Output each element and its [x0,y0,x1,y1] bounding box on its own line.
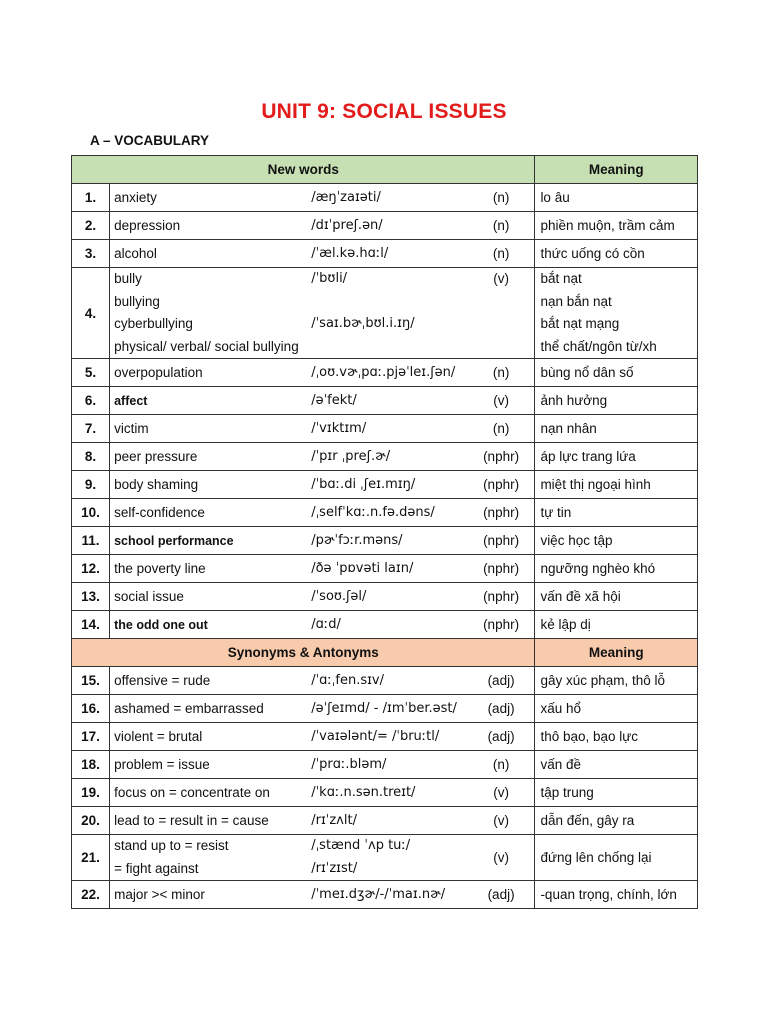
ipa-cell: /ˌselfˈkɑː.n.fə.dəns/ [306,499,468,527]
row-number: 6. [72,387,110,415]
meaning-cell: -quan trọng, chính, lớn [535,881,698,909]
row-number: 7. [72,415,110,443]
word-cell: school performance [110,527,307,555]
table-row [72,240,698,268]
part-of-speech: (adj) [468,667,535,695]
part-of-speech: (v) [468,779,535,807]
ipa-cell: /ˈbɑː.di ˌʃeɪ.mɪŋ/ [306,471,468,499]
meaning-cell [535,268,698,359]
ipa-cell: /ˈvaɪələnt/= /ˈbruːtl/ [306,723,468,751]
row-number: 3. [72,240,110,268]
meaning-cell: lo âu [535,184,698,212]
table-row [72,471,698,499]
meaning-cell: bùng nổ dân số [535,359,698,387]
table-row [72,667,698,695]
meaning-cell: đứng lên chống lại [535,835,698,881]
table-row [72,359,698,387]
part-of-speech: (n) [468,184,535,212]
part-of-speech: (n) [468,212,535,240]
table-row [72,555,698,583]
row-number: 22. [72,881,110,909]
part-of-speech: (adj) [468,723,535,751]
word-cell: the odd one out [110,611,307,639]
table-row [72,723,698,751]
word-line: physical/ verbal/ social bullying [114,338,299,354]
word-cell: peer pressure [110,443,307,471]
word-line: stand up to = resist [114,838,229,853]
table-row [72,499,698,527]
ipa-cell: /pɚˈfɔːr.məns/ [306,527,468,555]
part-of-speech: (nphr) [468,555,535,583]
meaning-cell: thô bạo, bạo lực [535,723,698,751]
ipa-cell: /ˈmeɪ.dʒɚ/-/ˈmaɪ.nɚ/ [306,881,468,909]
part-of-speech: (nphr) [468,443,535,471]
part-of-speech: (n) [468,415,535,443]
ipa-line: /ˈsaɪ.bɚˌbʊl.i.ɪŋ/ [311,316,415,331]
section-heading: A – VOCABULARY [90,133,210,148]
word-cell: ashamed = embarrassed [110,695,307,723]
row-number: 2. [72,212,110,240]
word-cell: the poverty line [110,555,307,583]
meaning-cell: vấn đề xã hội [535,583,698,611]
row-number: 13. [72,583,110,611]
meaning-cell: miệt thị ngoại hình [535,471,698,499]
meaning-line: nạn bắn nạt [540,293,612,309]
row-number: 5. [72,359,110,387]
ipa-cell: /dɪˈpreʃ.ən/ [306,212,468,240]
ipa-cell: /ˈvɪktɪm/ [306,415,468,443]
word-cell: violent = brutal [110,723,307,751]
meaning-cell: nạn nhân [535,415,698,443]
row-number: 17. [72,723,110,751]
word-cell: major >< minor [110,881,307,909]
table-row [72,212,698,240]
word-cell [110,835,307,881]
ipa-cell: /ðə ˈpɒvəti laɪn/ [306,555,468,583]
part-of-speech: (nphr) [468,583,535,611]
meaning-cell: tự tin [535,499,698,527]
ipa-cell: /ˈprɑː.bləm/ [306,751,468,779]
ipa-cell: /əˈfekt/ [306,387,468,415]
table-row [72,881,698,909]
ipa-cell: /ˈpɪr ˌpreʃ.ɚ/ [306,443,468,471]
row-number: 21. [72,835,110,881]
row-number: 8. [72,443,110,471]
meaning-cell: xấu hổ [535,695,698,723]
table-row [72,835,698,881]
meaning-cell: việc học tập [535,527,698,555]
meaning-cell: vấn đề [535,751,698,779]
meaning-line: bắt nạt [540,271,582,286]
word-cell: lead to = result in = cause [110,807,307,835]
part-of-speech: (adj) [468,695,535,723]
table-row [72,184,698,212]
meaning-cell: ảnh hưởng [535,387,698,415]
part-of-speech: (nphr) [468,527,535,555]
row-number: 10. [72,499,110,527]
ipa-cell: /ˌoʊ.vɚˌpɑː.pjəˈleɪ.ʃən/ [306,359,468,387]
meaning-cell: gây xúc phạm, thô lỗ [535,667,698,695]
ipa-cell: /rɪˈzʌlt/ [306,807,468,835]
meaning-cell: dẫn đến, gây ra [535,807,698,835]
table-row [72,527,698,555]
ipa-cell: /ˈkɑː.n.sən.treɪt/ [306,779,468,807]
part-of-speech: (nphr) [468,611,535,639]
table-row [72,268,698,359]
table-header-new-words [72,156,698,184]
table-header-synonyms [72,639,698,667]
word-cell: depression [110,212,307,240]
ipa-cell: /ˈsoʊ.ʃəl/ [306,583,468,611]
ipa-cell: /ˈɑːˌfen.sɪv/ [306,667,468,695]
row-number: 19. [72,779,110,807]
header-meaning: Meaning [535,156,698,184]
word-cell: victim [110,415,307,443]
ipa-line: /ˈbʊli/ [311,271,348,286]
meaning-cell: tập trung [535,779,698,807]
part-of-speech: (adj) [468,881,535,909]
header-meaning: Meaning [535,639,698,667]
part-of-speech: (nphr) [468,499,535,527]
table-row [72,387,698,415]
word-line: cyberbullying [114,316,193,331]
table-row [72,611,698,639]
meaning-line: bắt nạt mạng [540,316,620,331]
word-cell: offensive = rude [110,667,307,695]
word-cell: alcohol [110,240,307,268]
part-of-speech: (nphr) [468,471,535,499]
table-row [72,807,698,835]
header-new-words: New words [72,156,535,184]
table-row [72,443,698,471]
table-row [72,751,698,779]
ipa-cell [306,835,468,881]
word-cell: anxiety [110,184,307,212]
word-cell: affect [110,387,307,415]
part-of-speech: (v) [468,268,535,359]
part-of-speech: (n) [468,240,535,268]
vocabulary-table [71,155,698,909]
word-line: bully [114,271,142,286]
word-line: = fight against [114,860,199,876]
word-cell: problem = issue [110,751,307,779]
row-number: 14. [72,611,110,639]
ipa-line: /ˌstænd ˈʌp tuː/ [311,838,411,853]
ipa-cell: /əˈʃeɪmd/ - /ɪmˈber.əst/ [306,695,468,723]
row-number: 9. [72,471,110,499]
meaning-cell: kẻ lập dị [535,611,698,639]
row-number: 11. [72,527,110,555]
row-number: 18. [72,751,110,779]
row-number: 4. [72,268,110,359]
row-number: 1. [72,184,110,212]
row-number: 16. [72,695,110,723]
meaning-cell: thức uống có cồn [535,240,698,268]
table-row [72,415,698,443]
row-number: 15. [72,667,110,695]
row-number: 12. [72,555,110,583]
meaning-cell: áp lực trang lứa [535,443,698,471]
ipa-cell: /ɑːd/ [306,611,468,639]
meaning-line: thể chất/ngôn từ/xh [540,338,657,354]
row-number: 20. [72,807,110,835]
ipa-cell: /ˈæl.kə.hɑːl/ [306,240,468,268]
part-of-speech: (v) [468,807,535,835]
word-cell: body shaming [110,471,307,499]
word-cell: focus on = concentrate on [110,779,307,807]
word-cell: overpopulation [110,359,307,387]
ipa-cell [306,268,468,359]
word-cell: self-confidence [110,499,307,527]
part-of-speech: (v) [468,835,535,881]
part-of-speech: (n) [468,751,535,779]
table-row [72,695,698,723]
part-of-speech: (n) [468,359,535,387]
table-row [72,779,698,807]
page-title: UNIT 9: SOCIAL ISSUES [261,100,507,123]
table-row [72,583,698,611]
meaning-cell: phiền muộn, trầm cảm [535,212,698,240]
word-cell: social issue [110,583,307,611]
word-line: bullying [114,293,160,309]
ipa-cell: /æŋˈzaɪəti/ [306,184,468,212]
word-cell [110,268,307,359]
ipa-line: /rɪˈzɪst/ [311,860,358,876]
meaning-cell: ngưỡng nghèo khó [535,555,698,583]
header-synonyms-antonyms: Synonyms & Antonyms [72,639,535,667]
part-of-speech: (v) [468,387,535,415]
